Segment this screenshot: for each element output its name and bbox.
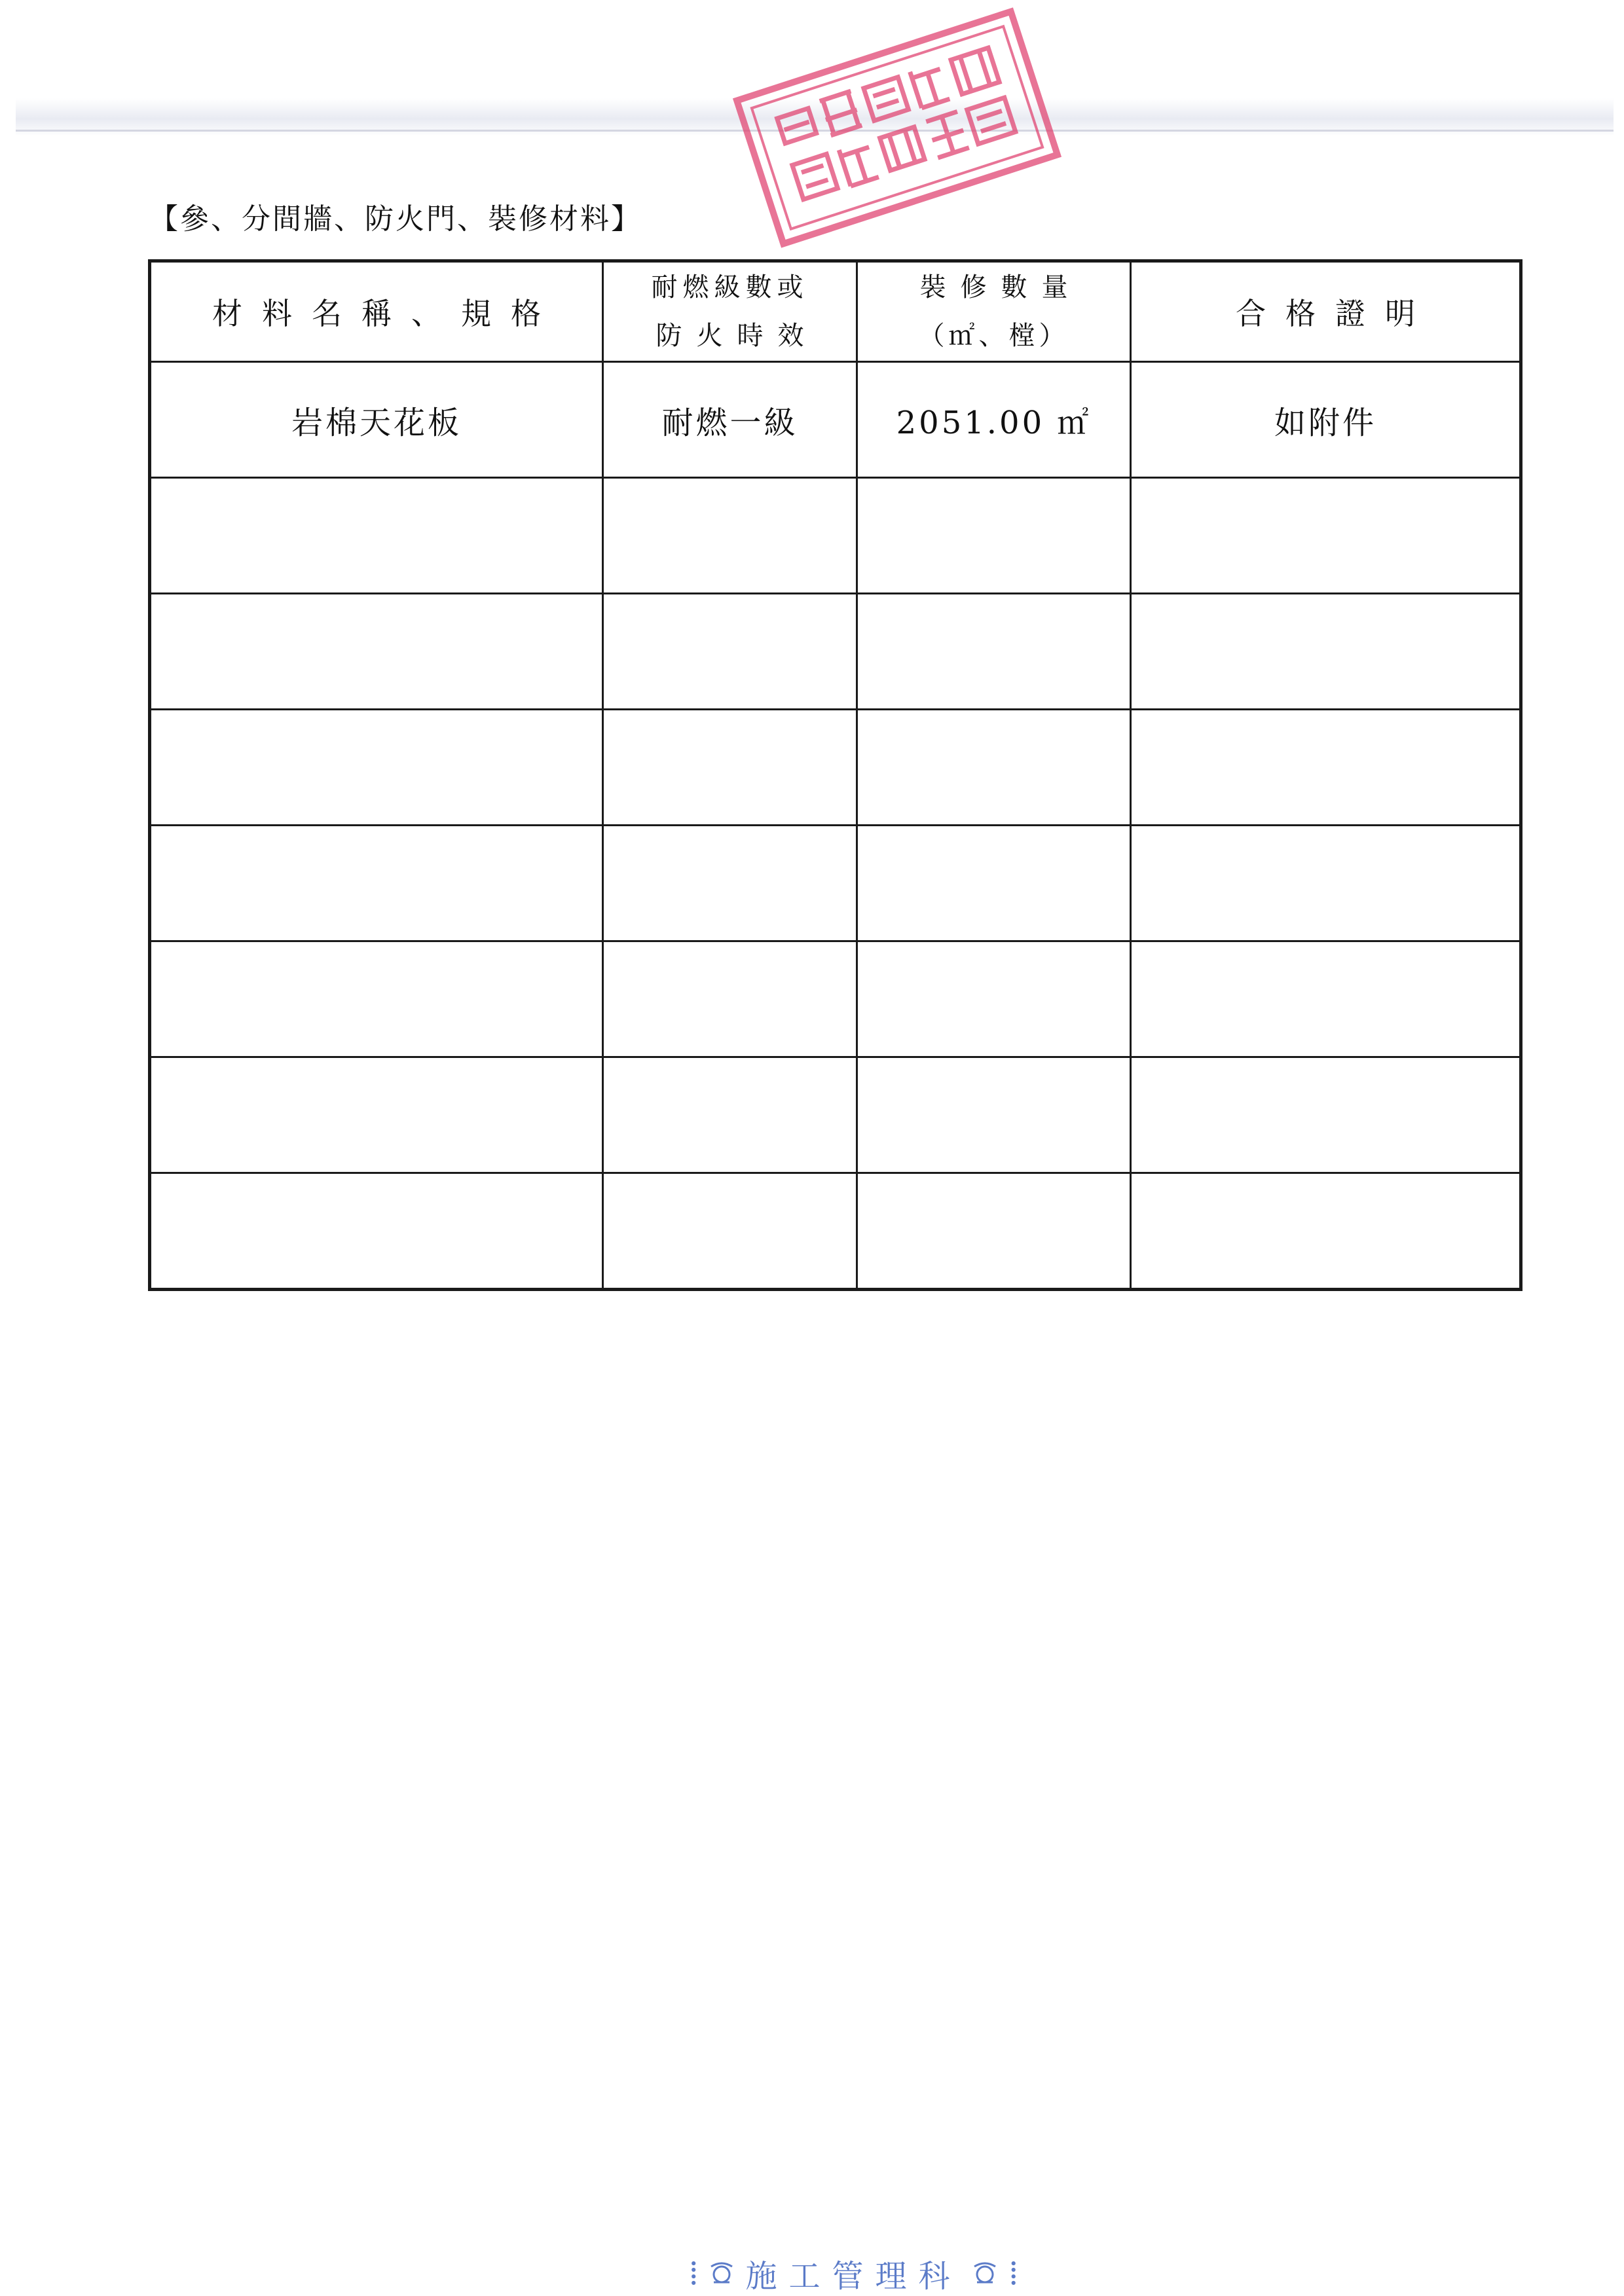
- section-title: 【參、分間牆、防火門、裝修材料】: [149, 202, 642, 236]
- header-fire-rating-line1: 耐燃級數或: [651, 272, 809, 302]
- table-row: [150, 478, 1521, 594]
- cell-certificate: [1131, 1057, 1521, 1173]
- materials-table: [148, 259, 1522, 1291]
- cell-name-spec: [150, 1057, 603, 1173]
- stamp-bar-left: ⁞: [689, 2253, 699, 2293]
- table-row: [150, 826, 1521, 941]
- table-row: [150, 1173, 1521, 1290]
- footer-department-stamp: [689, 2253, 1018, 2295]
- table-row: [150, 594, 1521, 710]
- red-seal-stamp: [727, 7, 1067, 249]
- cell-name-spec: 岩棉天花板: [150, 362, 603, 478]
- cell-fire-rating: [603, 478, 857, 594]
- cell-fire-rating: [603, 941, 857, 1057]
- cell-certificate: [1131, 1173, 1521, 1290]
- header-fire-rating-line2: 防火時效: [655, 321, 819, 351]
- cell-name-spec: [150, 594, 603, 710]
- cell-fire-rating: [603, 594, 857, 710]
- cell-certificate: [1131, 710, 1521, 826]
- cell-quantity: [857, 594, 1131, 710]
- cell-fire-rating: [603, 1057, 857, 1173]
- header-certificate: [1131, 261, 1521, 362]
- table-row: [150, 1057, 1521, 1173]
- cell-quantity: [857, 1057, 1131, 1173]
- cell-name-spec: [150, 941, 603, 1057]
- header-fire-rating: [603, 261, 857, 362]
- stamp-bar-right: ⁞: [1008, 2253, 1018, 2293]
- header-quantity: [857, 261, 1131, 362]
- cell-certificate: [1131, 594, 1521, 710]
- cell-certificate: [1131, 941, 1521, 1057]
- cell-certificate: [1131, 826, 1521, 941]
- cell-certificate: [1131, 478, 1521, 594]
- cell-fire-rating: [603, 710, 857, 826]
- header-name-spec-label: 材料名稱、規格: [212, 296, 561, 331]
- header-quantity-line2: （㎡、樘）: [918, 321, 1069, 351]
- footer-department-label: 施工管理科: [745, 2257, 962, 2295]
- header-quantity-line1: 裝修數量: [919, 272, 1082, 302]
- table-row: [150, 362, 1521, 478]
- header-certificate-label: 合格證明: [1236, 296, 1435, 331]
- cell-certificate: 如附件: [1131, 362, 1521, 478]
- cell-fire-rating: [603, 826, 857, 941]
- header-name-spec: [150, 261, 603, 362]
- cell-name-spec: [150, 1173, 603, 1290]
- crest-icon: [968, 2260, 1002, 2286]
- cell-quantity: [857, 710, 1131, 826]
- cell-quantity: [857, 478, 1131, 594]
- cell-quantity: [857, 1173, 1131, 1290]
- cell-quantity: 2051.00 ㎡: [857, 362, 1131, 478]
- cell-name-spec: [150, 710, 603, 826]
- cell-quantity: [857, 826, 1131, 941]
- cell-name-spec: [150, 826, 603, 941]
- table-header-row: [150, 261, 1521, 362]
- cell-name-spec: [150, 478, 603, 594]
- table-row: [150, 941, 1521, 1057]
- table-row: [150, 710, 1521, 826]
- cell-fire-rating: 耐燃一級: [603, 362, 857, 478]
- cell-quantity: [857, 941, 1131, 1057]
- crest-icon: [705, 2260, 739, 2286]
- cell-fire-rating: [603, 1173, 857, 1290]
